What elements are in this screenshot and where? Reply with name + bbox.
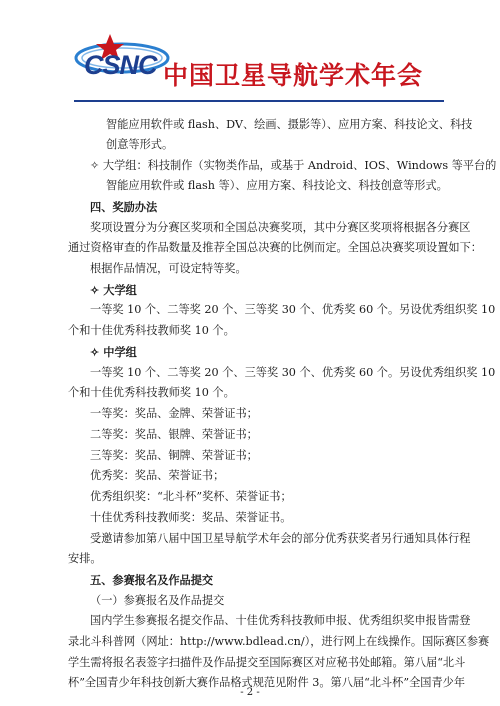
body-line: 录北斗科普网（网址：http://www.bdlead.cn/），进行网上在线操作。国际赛区参赛 [68, 635, 490, 648]
body-line: ✧ 大学组：科技制作（实物类作品，或基于 Android、IOS、Windows 等平台的 [90, 159, 497, 172]
body-line: 受邀请参加第八届中国卫星导航学术年会的部分优秀获奖者另行通知具体行程 [90, 532, 471, 545]
subsection-heading: ✧ 大学组 [90, 283, 137, 297]
subsection-heading: ✧ 中学组 [90, 345, 137, 359]
award-line: 优秀奖：奖品、荣誉证书； [90, 469, 225, 482]
body-line: 通过资格审查的作品数量及推荐全国总决赛的比例而定。全国总决赛奖项设置如下： [68, 241, 482, 254]
logo-text: CSNC [84, 50, 157, 80]
body-line: 一等奖 10 个、二等奖 20 个、三等奖 30 个、优秀奖 60 个。另设优秀组织奖 10 [90, 366, 496, 379]
page-header [0, 0, 500, 104]
section-heading: 四、奖励办法 [90, 200, 158, 214]
body-line: 国内学生参赛报名提交作品、十佳优秀科技教师申报、优秀组织奖申报皆需登 [90, 614, 471, 627]
body-line: 根据作品情况，可设定特等奖。 [90, 262, 247, 275]
award-line: 一等奖：奖品、金牌、荣誉证书； [90, 407, 258, 420]
section-heading: 五、参赛报名及作品提交 [90, 573, 214, 587]
award-line: 三等奖：奖品、铜牌、荣誉证书； [90, 449, 258, 462]
award-line: 优秀组织奖：“北斗杯”奖杯、荣誉证书； [90, 490, 292, 503]
award-line: 十佳优秀科技教师奖：奖品、荣誉证书。 [90, 511, 292, 524]
body-line: 智能应用软件或 flash、DV、绘画、摄影等）、应用方案、科技论文、科技 [106, 118, 473, 131]
body-line: 个和十佳优秀科技教师奖 10 个。 [68, 324, 235, 337]
body-line: 创意等形式。 [106, 138, 174, 151]
award-line: 二等奖：奖品、银牌、荣誉证书； [90, 428, 258, 441]
body-line: 杯”全国青少年科技创新大赛作品格式规范见附件 3。第八届“北斗杯”全国青少年 [68, 676, 466, 689]
body-line: 学生需将报名表签字扫描件及作品提交至国际赛区对应秘书处邮箱。第八届“北斗 [68, 656, 466, 669]
body-line: 奖项设置分为分赛区奖项和全国总决赛奖项，其中分赛区奖项将根据各分赛区 [90, 221, 471, 234]
body-line: 智能应用软件或 flash 等）、应用方案、科技论文、科技创意等形式。 [106, 179, 448, 192]
body-line: 安排。 [68, 552, 102, 565]
page-number: - 2 - [240, 687, 260, 698]
page-title: 中国卫星导航学术年会 [163, 61, 424, 90]
subsection-heading: （一）参赛报名及作品提交 [90, 594, 225, 607]
header-rule [74, 100, 444, 102]
body-line: 一等奖 10 个、二等奖 20 个、三等奖 30 个、优秀奖 60 个。另设优秀组织奖 10 [90, 303, 496, 316]
body-line: 个和十佳优秀科技教师奖 10 个。 [68, 386, 235, 399]
